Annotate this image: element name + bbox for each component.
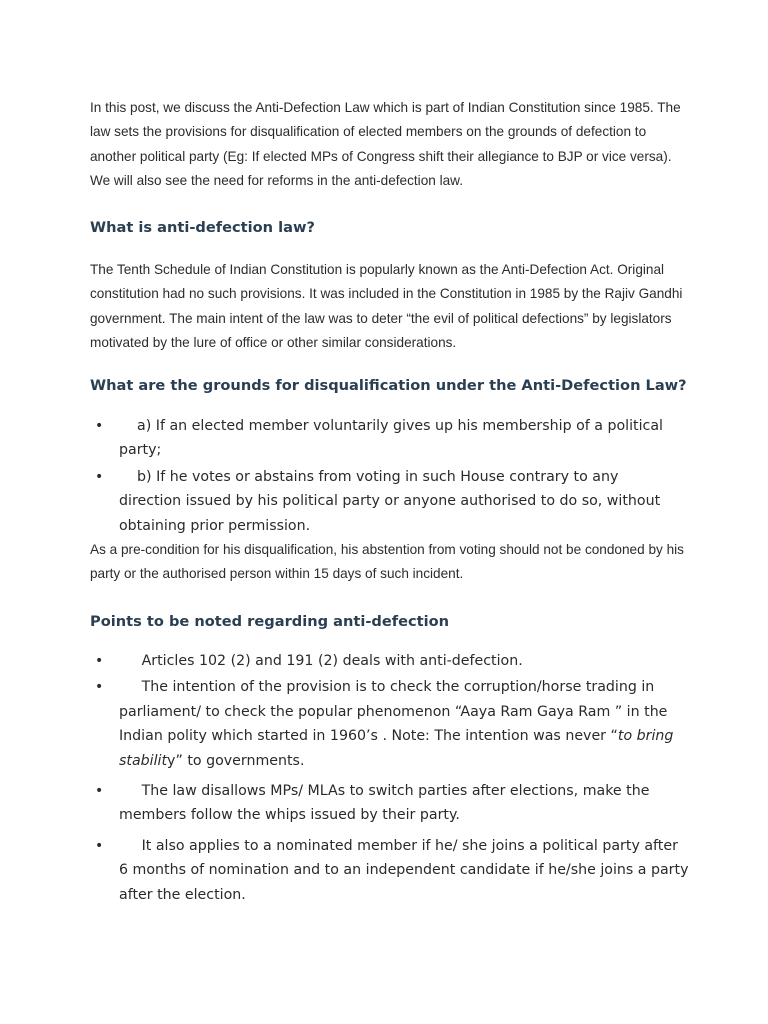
list-item bbox=[90, 465, 680, 538]
list-item bbox=[90, 779, 690, 828]
heading-what-is-anti-defection: What is anti-defection law? bbox=[90, 219, 315, 236]
tenth-schedule-paragraph: The Tenth Schedule of Indian Constitution is popularly known as the Anti-Defection Act. Original constitution had no such provisions. It was included in the Constitution in 1985 by the Rajiv Gandhi government. The main intent of the law was to deter “the evil of political defections” by legislators motivated by the lure of office or other similar considerations. bbox=[90, 262, 683, 350]
list-item-text-end: ” to governments. bbox=[175, 752, 305, 769]
bullet-icon: • bbox=[95, 418, 104, 434]
list-item-text: It also applies to a nominated member if he/ she joins a political party after 6 months of nomination and to an independent candidate if he/she joins a party after the election. bbox=[119, 837, 693, 903]
list-item-text: Articles 102 (2) and 191 (2) deals with anti-defection. bbox=[119, 653, 523, 669]
list-item bbox=[90, 834, 693, 907]
points-list bbox=[90, 649, 693, 907]
list-item bbox=[90, 675, 690, 773]
heading-points-to-note: Points to be noted regarding anti-defection bbox=[90, 613, 450, 630]
intro-paragraph: In this post, we discuss the Anti-Defection Law which is part of Indian Constitution since 1985. The law sets the provisions for disqualification of elected members on the grounds of defection to another political party (Eg: If elected MPs of Congress shift their allegiance to BJP or vice versa). We will also see the need for reforms in the anti-defection law. bbox=[90, 100, 681, 188]
italic-phrase-tail: y bbox=[167, 752, 176, 769]
bullet-icon: • bbox=[95, 468, 104, 485]
heading-grounds-disqualification: What are the grounds for disqualification under the Anti-Defection Law? bbox=[90, 377, 687, 394]
italic-phrase: to bring stabilit bbox=[119, 728, 678, 769]
list-item-text: b) If he votes or abstains from voting in such House contrary to any direction issued by his political party or anyone authorised to do so, without obtaining prior permission. bbox=[119, 468, 665, 534]
precondition-note: As a pre-condition for his disqualification, his abstention from voting should not be condoned by his party or the authorised person within 15 days of such incident. bbox=[90, 542, 684, 582]
list-item bbox=[90, 649, 690, 673]
list-item-text: The law disallows MPs/ MLAs to switch parties after elections, make the members follow the whips issued by their party. bbox=[119, 783, 654, 824]
bullet-icon: • bbox=[95, 653, 104, 669]
grounds-list bbox=[90, 414, 680, 538]
list-item-text: a) If an elected member voluntarily gives up his membership of a political party; bbox=[119, 418, 668, 459]
bullet-icon: • bbox=[95, 679, 104, 696]
list-item bbox=[90, 414, 680, 463]
bullet-icon: • bbox=[95, 783, 104, 800]
bullet-icon: • bbox=[95, 837, 104, 854]
list-item-text: The intention of the provision is to check the corruption/horse trading in parliament/ to check the popular phenomenon “Aaya Ram Gaya Ram ” in the Indian polity which started in 1960’s . Note: The intention was never “ bbox=[119, 679, 672, 745]
